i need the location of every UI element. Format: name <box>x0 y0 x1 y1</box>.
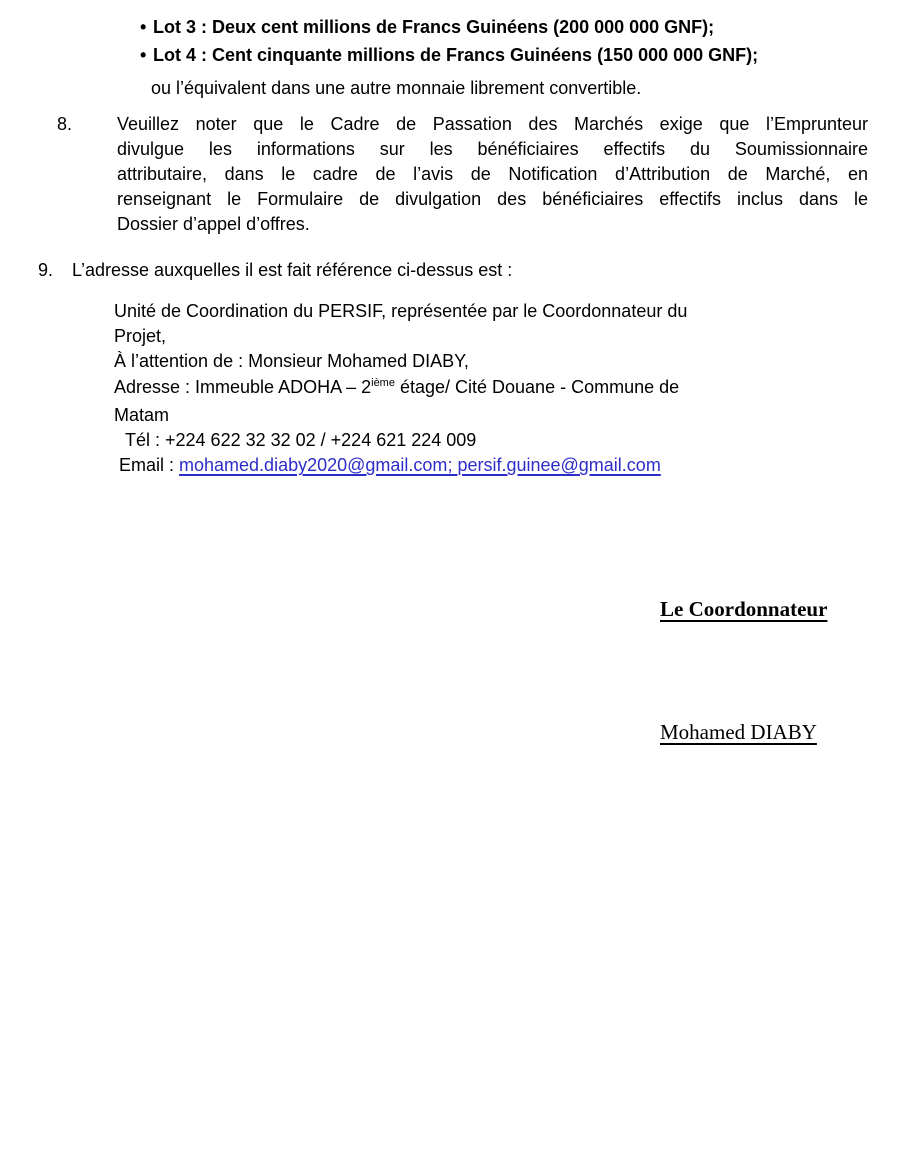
item-8-line: Dossier d’appel d’offres. <box>117 214 310 234</box>
bullet-dot-icon: • <box>140 17 147 37</box>
lot-3-text: Lot 3 : Deux cent millions de Francs Guinéens (200 000 000 GNF); <box>153 17 715 37</box>
address-street-ordinal-superscript: ième <box>371 376 395 389</box>
lots-bullet-list <box>140 13 758 69</box>
item-8-line: renseignant le Formulaire de divulgation des bénéficiaires effectifs inclus dans le <box>117 189 868 209</box>
lot-4-text: Lot 4 : Cent cinquante millions de Francs Guinéens (150 000 000 GNF); <box>153 45 759 65</box>
email-label: Email : <box>119 455 180 476</box>
lot-3-item <box>140 13 758 41</box>
address-city-line: Matam <box>114 404 170 425</box>
item-8-line: divulgue les informations sur les bénéficiaires effectifs du Soumissionnaire <box>117 139 868 159</box>
address-street-prefix: Adresse : Immeuble ADOHA – 2 <box>114 376 372 397</box>
equivalence-note: ou l’équivalent dans une autre monnaie librement convertible. <box>151 78 642 98</box>
address-street-suffix: étage/ Cité Douane - Commune de <box>394 376 680 397</box>
address-block <box>114 299 687 478</box>
item-8-paragraph <box>117 112 868 237</box>
address-org-line-2: Projet, <box>114 326 167 347</box>
email-link-1[interactable]: mohamed.diaby2020@gmail.com <box>179 455 448 476</box>
numbered-item-9 <box>38 258 512 283</box>
numbered-item-8 <box>57 112 868 237</box>
address-attention-line: À l’attention de : Monsieur Mohamed DIABY, <box>114 351 469 372</box>
bullet-dot-icon: • <box>140 45 147 65</box>
signature-title: Le Coordonnateur <box>660 597 828 621</box>
signature-name: Mohamed DIABY <box>660 720 817 744</box>
item-8-number: 8. <box>57 114 73 134</box>
address-street-line <box>114 375 687 403</box>
email-line <box>114 453 687 478</box>
item-8-line: attributaire, dans le cadre de l’avis de Notification d’Attribution de Marché, en <box>117 164 868 184</box>
email-separator: ; <box>447 455 458 476</box>
lot-4-item <box>140 41 758 69</box>
address-org-line-1: Unité de Coordination du PERSIF, représentée par le Coordonnateur du <box>114 301 688 321</box>
item-8-line: Veuillez noter que le Cadre de Passation des Marchés exige que l’Emprunteur <box>117 114 868 134</box>
item-9-number: 9. <box>38 260 54 280</box>
phone-line: Tél : +224 622 32 32 02 / +224 621 224 009 <box>125 430 477 451</box>
item-9-text: L’adresse auxquelles il est fait référence ci-dessus est : <box>72 260 513 280</box>
email-link-2[interactable]: persif.guinee@gmail.com <box>457 455 661 476</box>
